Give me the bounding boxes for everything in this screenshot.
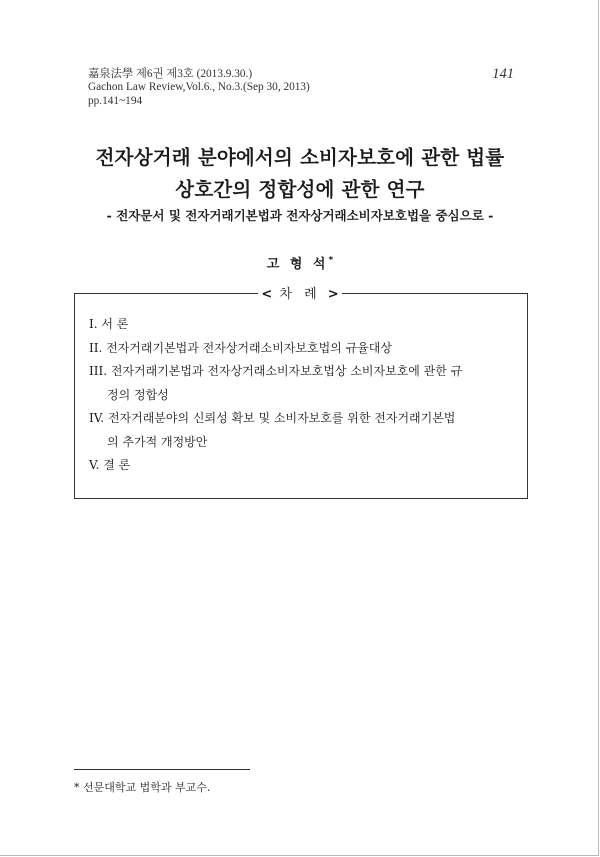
toc-item-text: IV. 전자거래분야의 신뢰성 확보 및 소비자보호를 위한 전자거래기본법 (89, 411, 456, 425)
footnote-divider (74, 769, 250, 770)
author-name: 고 형 석 (266, 257, 329, 272)
toc-item-text: II. 전자거래기본법과 전자상거래소비자보호법의 규율대상 (89, 340, 392, 355)
toc-item (89, 454, 517, 478)
toc-heading-label: 차 례 (279, 287, 321, 302)
title-line-2: 상호간의 정합성에 관한 연구 (175, 178, 425, 201)
toc-heading-right-bracket: > (327, 287, 339, 302)
journal-meta (88, 68, 310, 108)
footnote: * 선문대학교 법학과 부교수. (74, 781, 211, 794)
author-footnote-mark: * (328, 255, 334, 266)
toc-item-text: V. 결 론 (89, 458, 131, 472)
toc-item-text: III. 전자거래기본법과 전자상거래소비자보호법상 소비자보호에 관한 규 (89, 364, 463, 378)
toc-heading (0, 283, 600, 302)
journal-meta-line-2: Gachon Law Review,Vol.6., No.3.(Sep 30, 2013) (88, 81, 310, 94)
toc-item (89, 360, 517, 407)
toc-item (89, 313, 517, 337)
journal-meta-line-1: 嘉泉法學 제6권 제3호 (2013.9.30.) (88, 68, 253, 80)
toc-item (89, 337, 517, 361)
subtitle: - 전자문서 및 전자거래기본법과 전자상거래소비자보호법을 중심으로 - (106, 208, 494, 223)
toc-item-continuation: 의 추가적 개정방안 (107, 434, 208, 449)
toc-heading-left-bracket: < (261, 287, 273, 302)
toc-item (89, 407, 517, 454)
toc-item-text: I. 서 론 (89, 317, 129, 331)
page-number: 141 (492, 66, 514, 82)
toc-list (89, 313, 517, 478)
title-line-1: 전자상거래 분야에서의 소비자보호에 관한 법률 (95, 146, 505, 169)
toc-item-continuation: 정의 정합성 (107, 387, 169, 402)
author (0, 253, 600, 272)
journal-meta-line-3: pp.141~194 (88, 94, 143, 107)
